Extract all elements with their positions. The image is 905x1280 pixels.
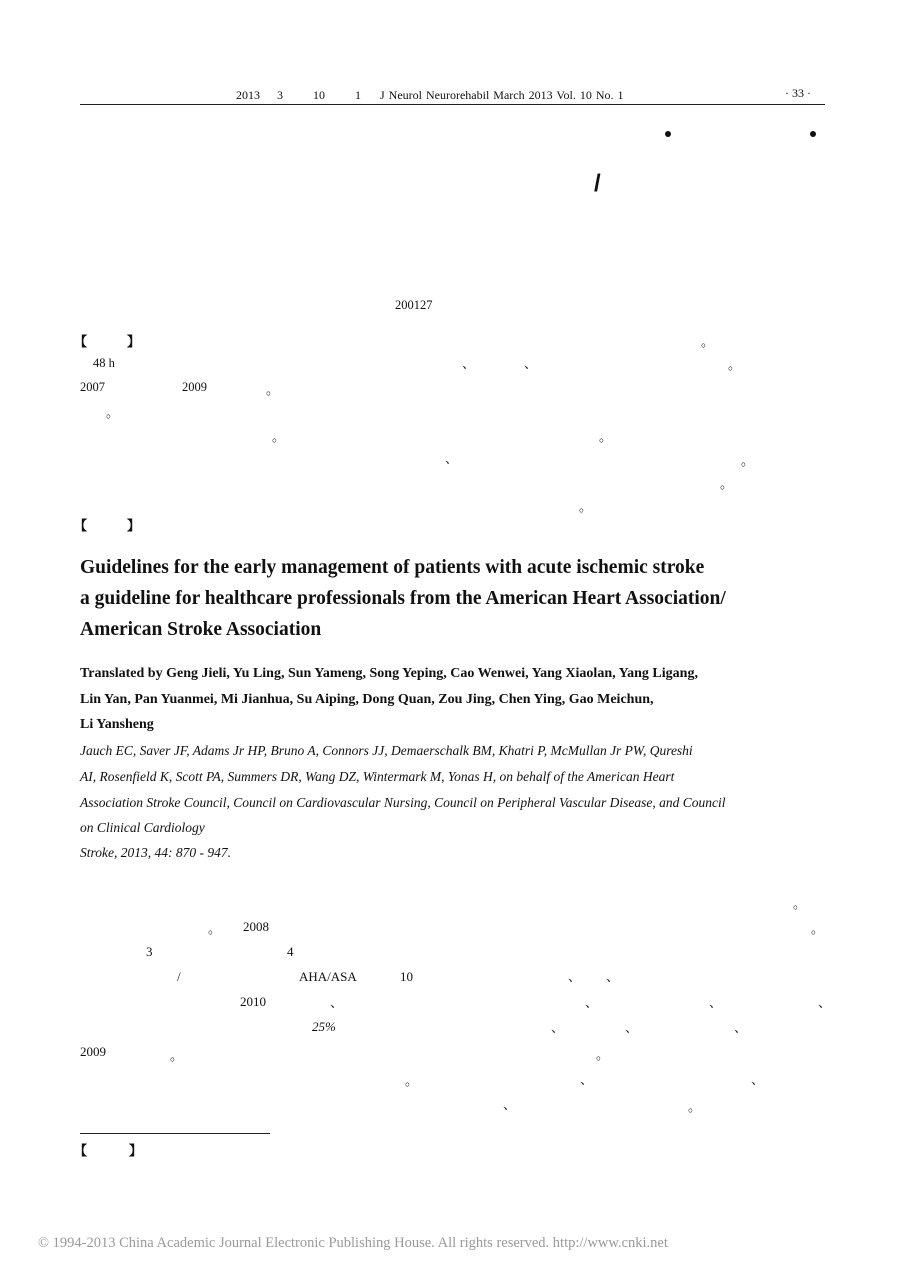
abstract-period: 。: [266, 382, 280, 397]
body-comma: 、: [818, 995, 832, 1010]
body-comma: 、: [503, 1097, 517, 1112]
footnote-label-open-bracket: 【: [74, 1143, 88, 1158]
english-title-line-2: a guideline for healthcare professionals from the American Heart Association/: [80, 588, 726, 609]
original-authors-line-4: on Clinical Cardiology: [80, 820, 205, 835]
footnote-label-close-bracket: 】: [129, 1143, 143, 1158]
abstract-comma-3: 、: [445, 451, 459, 466]
body-year-2010: 2010: [240, 994, 266, 1009]
body-number-10: 10: [400, 969, 413, 984]
abstract-period: 。: [579, 499, 593, 514]
body-comma: 、: [585, 995, 599, 1010]
header-month: 3: [277, 88, 283, 102]
header-volume: 10: [313, 88, 325, 102]
body-aha-asa: AHA/ASA: [299, 969, 357, 984]
abstract-hours: 48 h: [93, 356, 115, 370]
body-comma: 、: [734, 1020, 748, 1035]
body-period: 。: [405, 1073, 419, 1088]
body-comma: 、: [568, 969, 582, 984]
footnote-rule: [80, 1133, 270, 1134]
abstract-period: 。: [701, 334, 715, 349]
original-authors-line-1: Jauch EC, Saver JF, Adams Jr HP, Bruno A, Connors JJ, Demaerschalk BM, Khatri P, McMullan Jr PW, Qureshi: [80, 743, 693, 758]
translators-line-2: Lin Yan, Pan Yuanmei, Mi Jianhua, Su Aiping, Dong Quan, Zou Jing, Chen Ying, Gao Meichun,: [80, 692, 654, 707]
source-citation: Stroke, 2013, 44: 870 - 947.: [80, 845, 231, 860]
english-title-line-1: Guidelines for the early management of patients with acute ischemic stroke: [80, 557, 705, 578]
original-authors-line-2: AI, Rosenfield K, Scott PA, Summers DR, Wang DZ, Wintermark M, Yonas H, on behalf of the American Heart: [80, 769, 675, 784]
body-period: 。: [596, 1047, 610, 1062]
abstract-comma-1: 、: [462, 356, 476, 371]
body-comma: 、: [751, 1072, 765, 1087]
abstract-label-close-bracket: 】: [127, 334, 141, 349]
abstract-period: 。: [106, 405, 120, 420]
abstract-period: 。: [741, 453, 755, 468]
body-year-2008: 2008: [243, 919, 269, 934]
body-comma: 、: [606, 969, 620, 984]
body-period: 。: [793, 896, 807, 911]
abstract-period: 。: [720, 476, 734, 491]
affiliation-postcode: 200127: [395, 298, 433, 312]
body-period: 。: [208, 921, 222, 936]
header-year: 2013: [236, 88, 260, 102]
abstract-period: 。: [599, 429, 613, 444]
body-comma: 、: [580, 1072, 594, 1087]
keywords-label-open-bracket: 【: [74, 518, 88, 533]
section-label-bullet-left: [665, 131, 671, 137]
body-period: 。: [811, 921, 825, 936]
abstract-period: 。: [272, 429, 286, 444]
abstract-year-2009: 2009: [182, 380, 207, 394]
body-comma: 、: [330, 995, 344, 1010]
body-comma: 、: [625, 1020, 639, 1035]
body-comma: 、: [551, 1020, 565, 1035]
body-slash: /: [177, 969, 181, 984]
body-year-2009: 2009: [80, 1044, 106, 1059]
body-period: 。: [688, 1099, 702, 1114]
title-slash: /: [594, 170, 601, 197]
keywords-label-close-bracket: 】: [127, 518, 141, 533]
translators-line-3: Li Yansheng: [80, 717, 154, 732]
abstract-period: 。: [728, 357, 742, 372]
abstract-comma-2: 、: [524, 356, 538, 371]
header-issue: 1: [355, 88, 361, 102]
body-percent-25: 25%: [312, 1019, 336, 1034]
abstract-label-open-bracket: 【: [74, 334, 88, 349]
section-label-bullet-right: [810, 131, 816, 137]
translators-line-1: Translated by Geng Jieli, Yu Ling, Sun Yameng, Song Yeping, Cao Wenwei, Yang Xiaolan, Yang Ligang,: [80, 666, 698, 681]
header-journal: J Neurol Neurorehabil March 2013 Vol. 10 No. 1: [380, 88, 624, 102]
body-number-3: 3: [146, 944, 153, 959]
body-number-4: 4: [287, 944, 294, 959]
english-title-line-3: American Stroke Association: [80, 619, 322, 640]
original-authors-line-3: Association Stroke Council, Council on Cardiovascular Nursing, Council on Peripheral Vascular Disease, and Council: [80, 795, 726, 810]
abstract-year-2007: 2007: [80, 380, 105, 394]
body-period: 。: [170, 1048, 184, 1063]
body-comma: 、: [709, 995, 723, 1010]
copyright-footer: © 1994-2013 China Academic Journal Electronic Publishing House. All rights reserved. http://www.cnki.net: [38, 1235, 668, 1251]
header-page-number: · 33 ·: [785, 86, 811, 100]
header-rule: [80, 104, 825, 105]
